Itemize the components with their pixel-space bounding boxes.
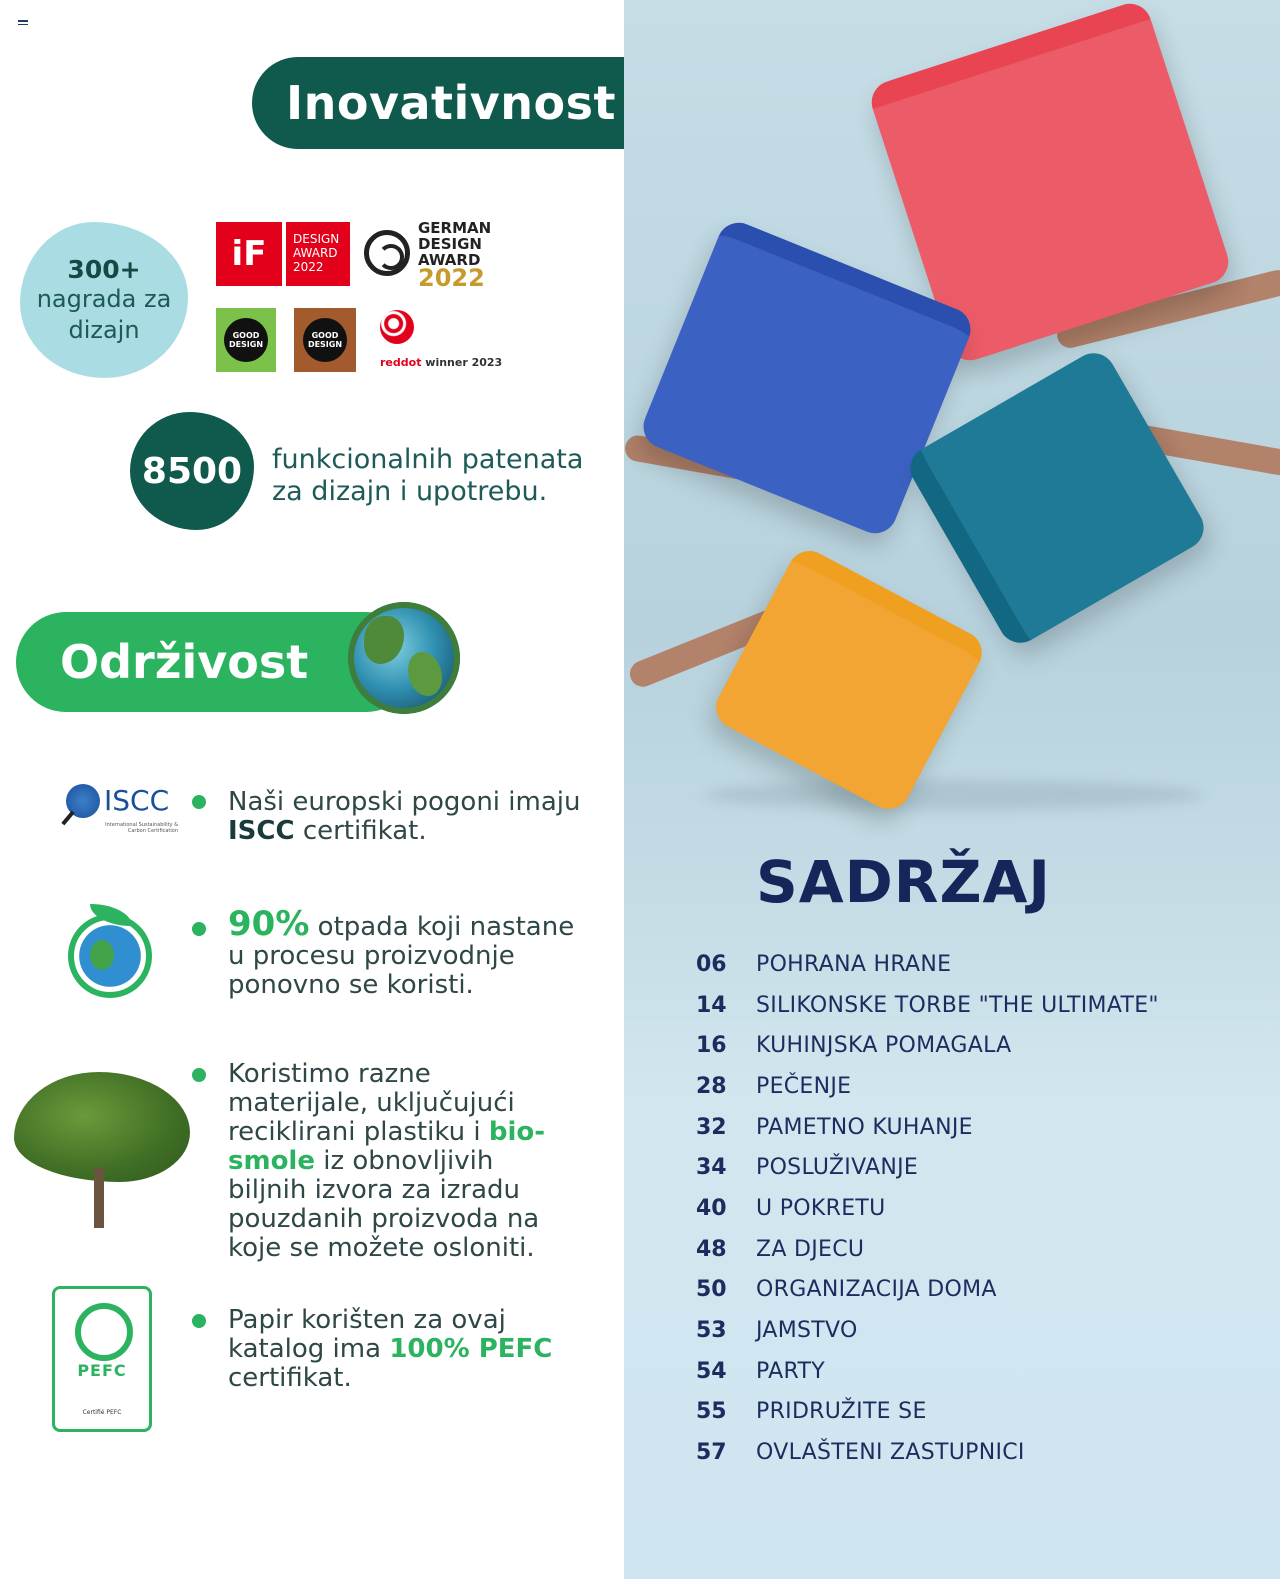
german-design-award-logo — [364, 220, 504, 290]
if-award-logo: iF — [216, 222, 282, 286]
patents-text: funkcionalnih patenata za dizajn i upotrebu. — [272, 444, 584, 507]
toc-entry[interactable]: 28 PEČENJE — [696, 1073, 852, 1099]
innovation-title: Inovativnost — [252, 57, 624, 149]
reddot-winner-text: winner 2023 — [421, 356, 503, 369]
toc-entry[interactable]: 57 OVLAŠTENI ZASTUPNICI — [696, 1440, 1025, 1466]
bullet-dot — [192, 795, 206, 809]
menu-icon[interactable] — [18, 20, 28, 28]
awards-count-badge — [20, 222, 188, 378]
awards-text: nagrada za dizajn — [36, 284, 172, 344]
toc-entry[interactable]: 54 PARTY — [696, 1358, 825, 1384]
reddot-brand: reddot — [380, 356, 422, 369]
pefc-logo-name: PEFC — [77, 1361, 127, 1380]
german-award-text: GERMAN DESIGN AWARD — [418, 219, 492, 269]
toc-entry[interactable]: 14 SILIKONSKE TORBE "THE ULTIMATE" — [696, 992, 1159, 1018]
good-design-logo-green: GOOD DESIGN — [216, 308, 276, 372]
german-award-year: 2022 — [418, 264, 485, 292]
medal-icon — [364, 230, 410, 276]
toc-title: SADRŽAJ — [756, 848, 1051, 916]
sustainability-item-materials: Koristimo razne materijale, uključujući reciklirani plastiku i bio-smole iz obnovljivih biljnih izvora za izradu pouzdanih proizvoda na koje se možete osloniti. — [228, 1059, 546, 1263]
pefc-logo-subtitle: Certifié PEFC — [82, 1409, 122, 1416]
toc-entry[interactable]: 53 JAMSTVO — [696, 1318, 858, 1344]
if-award-text: DESIGN AWARD 2022 — [286, 222, 350, 286]
toc-entry[interactable]: 32 PAMETNO KUHANJE — [696, 1114, 973, 1140]
toc-entry[interactable]: 34 POSLUŽIVANJE — [696, 1155, 919, 1181]
yellow-bag-image — [709, 543, 990, 817]
toc-entry[interactable]: 16 KUHINJSKA POMAGALA — [696, 1033, 1012, 1059]
bullet-dot — [192, 1068, 206, 1082]
earth-leaf-icon — [62, 904, 158, 1000]
tree-icon — [8, 1072, 194, 1232]
toc-entry[interactable]: 06 POHRANA HRANE — [696, 951, 952, 977]
toc-entry[interactable]: 55 PRIDRUŽITE SE — [696, 1399, 927, 1425]
pefc-logo-icon — [52, 1286, 152, 1432]
teal-bag-image — [902, 345, 1211, 651]
sustainability-title: Održivost — [16, 612, 416, 712]
silicone-bags-photo — [624, 0, 1280, 840]
toc-entry[interactable]: 48 ZA DJECU — [696, 1236, 865, 1262]
reddot-award-logo — [380, 308, 506, 378]
sustainability-item-iscc: Naši europski pogoni imaju ISCC certifikat. — [228, 787, 581, 846]
bullet-dot — [192, 922, 206, 936]
iscc-logo-icon — [60, 782, 180, 842]
reddot-icon — [380, 310, 414, 344]
sustainability-item-waste: 90% otpada koji nastane u procesu proizvodnje ponovno se koristi. — [228, 904, 575, 1000]
table-of-contents — [696, 944, 1256, 1473]
globe-icon — [348, 602, 460, 714]
awards-count: 300+ — [67, 254, 141, 284]
good-design-logo-brown: GOOD DESIGN — [294, 308, 356, 372]
iscc-logo-subtitle: International Sustainability & Carbon Certification — [105, 822, 178, 834]
sustainability-item-pefc: Papir korišten za ovaj katalog ima 100% PEFC certifikat. — [228, 1305, 553, 1393]
award-logos — [216, 220, 506, 380]
bullet-dot — [192, 1314, 206, 1328]
toc-entry[interactable]: 50 ORGANIZACIJA DOMA — [696, 1277, 997, 1303]
patents-count: 8500 — [130, 412, 254, 530]
toc-entry[interactable]: 40 U POKRETU — [696, 1195, 886, 1221]
iscc-logo-name: ISCC — [104, 784, 170, 817]
